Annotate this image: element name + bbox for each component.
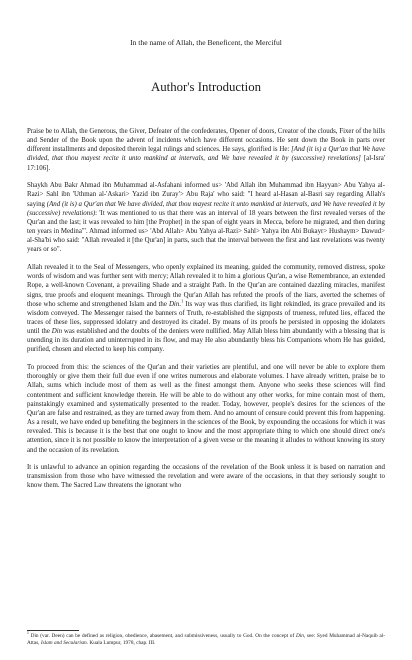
footnote-divider [27,630,79,631]
body-text [27,127,385,491]
paragraph-praise [27,127,385,173]
quranic-quote: [And (it is) a Qur'an that We have divided, that thou mayest recite it unto mankind at intervals, and We have revealed it by (successive) revelations] [27,146,385,163]
italic-term-din: Din [168,300,180,308]
footnote-marker: 1 [181,298,184,304]
paragraph-sciences [27,363,385,455]
footnote-text: Din (var. Deen) can be defined as religion, obedience, abasement, and submissiveness, usually to God. On the concept of [28,633,296,639]
paragraph-text: : 'It was mentioned to us that there was an interval of 18 years between the first revealed verses of the Qur'an and the last; it was revealed to him [the Prophet] in the span of eight years in Mecca, before he migrated, and then during ten years in Medina'". Ahmad informed us> 'Abd Allah> Abu Yahya al-Razi> Sahl> Yahya ibn Abi Bukayr> Hushaym> Dawud> al-Sha'bi who said: "Allah revealed it [the Qur'an] in parts, such that the interval between the first and last revelations was twenty years or so". [27,209,385,254]
paragraph-text: To proceed from this: the sciences of the Qur'an and their varieties are plentiful, and one will never be able to explore them thoroughly or give them their full due even if one writes numerous and elaborate volumes. I have already written, praise be to Allah, sums which include most of them as well as the finest amongst them. Anyone who seeks these sciences will find contentment and sufficient knowledge therein. He will be able to do without any other works, for mine contain most of them, painstakingly examined and systematically presented to the reader. Today, however, people's desires for the sciences of the Qur'an are false and restrained, as they are turned away from them. And no amount of censure could prevent this from happening. As a result, we have ended up benefiting the beginners in the sciences of the Book, by expounding the occasions for which it was revealed. This is because it is the best that one ought to know and the most appropriate thing to which one should direct one's attention, since it is not possible to know the interpretation of a given verse or the meaning it alludes to without knowing its story and the occasion of its revelation. [27,364,385,454]
footnote-number: 1 [27,631,29,636]
paragraph-unlawful-opinion [27,463,385,490]
italic-term-din: Din [295,633,304,639]
chapter-title: Author's Introduction [151,80,261,94]
basmala-header: In the name of Allah, the Beneficent, the Merciful [130,38,282,47]
paragraph-text: It is unlawful to advance an opinion regarding the occasions of the revelation of the Book unless it is based on narration and transmission from those who have witnessed the revelation and were aware of the occasions, in that they seriously sought to know them. The Sacred Law threatens the ignorant who [27,464,385,490]
book-title: Islam and Secularism [40,640,87,646]
quranic-quote: (And (it is) a Qur'an that We have divided, that thou mayest recite it unto mankind at intervals, and We have revealed it by (successive) revelations) [27,200,385,217]
paragraph-text: was established and the doubts of the deniers were nullified. May Allah bless him abundantly with a blessing that is unending in its duration and uninterrupted in its flow, and may He also abundantly bless his Companions whom He has guided, purified, chosen and elected to keep his company. [27,328,386,354]
footnote-text: , see: Syed Muhammad al-Naquib al-Attas, [27,633,385,646]
paragraph-seal-of-messengers: Allah revealed it to the Seal of Messengers, who openly explained its meaning, guided the community, removed distress, spoke words of wisdom and was further sent with mercy; Allah revealed it to him a glorious Qur'an, a wise Remembrance, an extended Rope, a well-known Covenant, a prevailing Shade and a straight Path. In the Qur'an are contained dazzling miracles, manifest signs, true proofs and eloquent meanings. Through the Qur'an Allah has refuted the proofs of the liars, averted the schemes of those who scheme and strengthened Islam and the Din.$^1$ Its way was thus clarified, its light rekindled, its grace prevailed and its wisdom conveyed. The Messenger raised the banners of Truth, re-established the signposts of trueness, refuted lies, effaced the traces of these lies, suppressed idolatry and destroyed its citadel. By means of its proofs he persisted in opposing the idolaters until the Din was established and the doubts of the deniers were nullified. May Allah bless him abundantly with a blessing that is unending in its duration and uninterrupted in its flow, and may He also abundantly bless his Companions whom He has guided, purified, chosen and elected to keep his company. [27,264,386,354]
paragraph-text: Shaykh Abu Bakr Ahmad ibn Muhammad al-Asfahani informed us> 'Abd Allah ibn Muhammad ibn Hayyan> Abu Yahya al-Razi> Sahl ibn 'Uthman al-'Askari> Yazid ibn Zuray'> Abu Raja' who said: "I heard al-Hasan al-Basri say regarding Allah's saying [27,182,385,208]
verse-reference: [al-Isra' 17:106]. [27,155,385,172]
paragraph-text: Its way was thus clarified, its light rekindled, its grace prevailed and its wisdom conveyed. The Messenger raised the banners of Truth, re-established the signposts of trueness, refuted lies, effaced the traces of these lies, suppressed idolatry and destroyed its citadel. By means of its proofs he persisted in opposing the idolaters until the [27,300,385,336]
paragraph-text: Allah revealed it to the Seal of Messengers, who openly explained its meaning, guided the community, removed distress, spoke words of wisdom and was further sent with mercy; Allah revealed it to him a glorious Qur'an, a wise Remembrance, an extended Rope, a well-known Covenant, a prevailing Shade and a straight Path. In the Qur'an are contained dazzling miracles, manifest signs, true proofs and eloquent meanings. Through the Qur'an Allah has refuted the proofs of the liars, averted the schemes of those who scheme and strengthened Islam and the [27,264,385,308]
footnote [27,633,385,647]
footnote-text: . Kuala Lumpur, 1978, chap. III. [86,640,156,646]
italic-term-din: Din [51,328,63,336]
paragraph-isnad [27,181,385,254]
paragraph-text: Praise be to Allah, the Generous, the Giver, Defeater of the confederates, Opener of doors, Creator of the clouds, Fixer of the hills and Sender of the Book upon the advent of incidents which have different occasions. He sent down the Book in parts over different installments and deposited therein legal rulings and sciences. He says, glorified is He: [27,128,385,154]
